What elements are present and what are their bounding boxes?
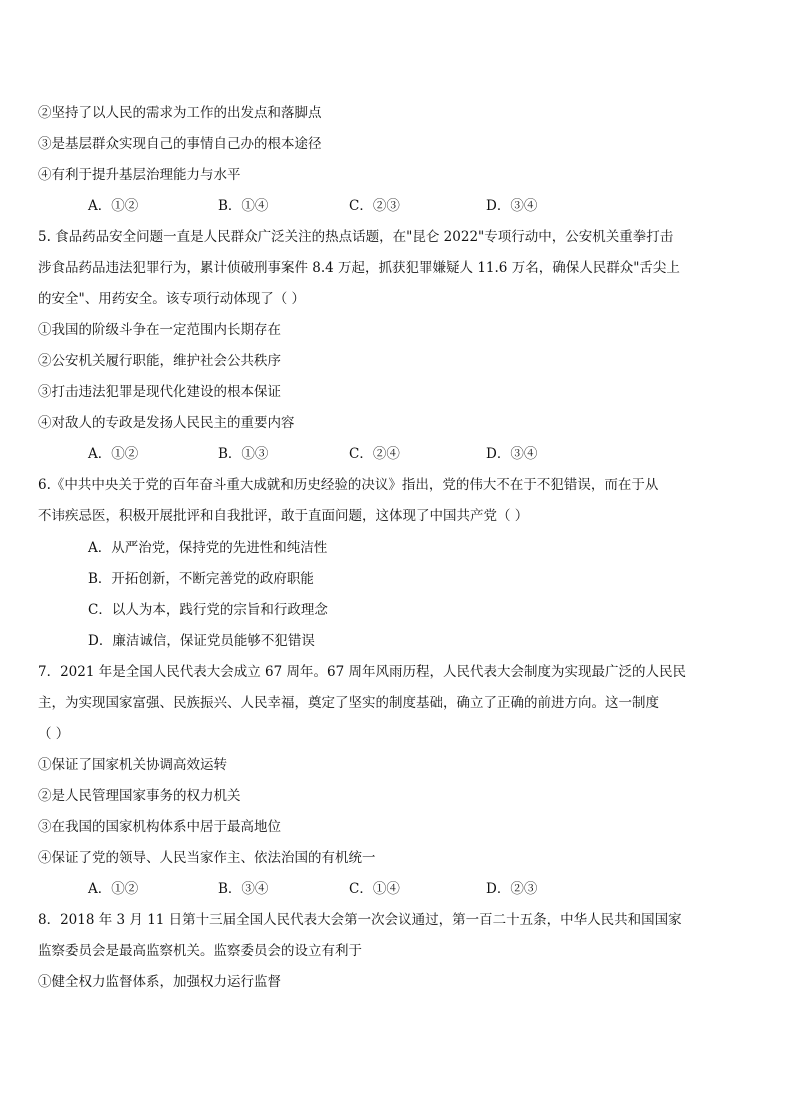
q7-stem-line-2: 主，为实现国家富强、民族振兴、人民幸福，奠定了坚实的制度基础，确立了正确的前进方向。这一制度 [38,695,659,711]
q6-option-b[interactable]: B．开拓创新，不断完善党的政府职能 [88,571,314,587]
q5-statement-1: ①我国的阶级斗争在一定范围内长期存在 [38,322,281,338]
q5-option-b[interactable]: B．①③ [218,446,269,462]
q5-statement-4: ④对敌人的专政是发扬人民民主的重要内容 [38,415,295,431]
q7-statement-2: ②是人民管理国家事务的权力机关 [38,788,241,804]
q6-stem-line-2: 不讳疾忌医，积极开展批评和自我批评，敢于直面问题，这体现了中国共产党（ ） [38,508,529,524]
q6-stem-line-1: 6.《中共中央关于党的百年奋斗重大成就和历史经验的决议》指出，党的伟大不在于不犯错误，而在于从 [38,477,659,493]
q7-statement-3: ③在我国的国家机构体系中居于最高地位 [38,819,281,835]
q4-option-a[interactable]: A．①② [88,198,139,214]
q7-option-c[interactable]: C．①④ [349,881,400,897]
q6-option-c[interactable]: C．以人为本，践行党的宗旨和行政理念 [88,602,328,618]
q5-statement-3: ③打击违法犯罪是现代化建设的根本保证 [38,384,281,400]
q4-option-b[interactable]: B．①④ [218,198,269,214]
q5-statement-2: ②公安机关履行职能，维护社会公共秩序 [38,353,281,369]
q6-option-a[interactable]: A．从严治党，保持党的先进性和纯洁性 [88,540,328,556]
q7-stem-line-3: （ ） [38,726,70,742]
q7-statement-1: ①保证了国家机关协调高效运转 [38,757,227,773]
q5-option-c[interactable]: C．②④ [349,446,400,462]
q4-statement-2: ②坚持了以人民的需求为工作的出发点和落脚点 [38,105,322,121]
q5-option-d[interactable]: D．③④ [486,446,538,462]
q5-stem-line-2: 涉食品药品违法犯罪行为，累计侦破刑事案件 8.4 万起，抓获犯罪嫌疑人 11.6 万名，确保人民群众"舌尖上 [38,260,680,276]
q7-option-b[interactable]: B．③④ [218,881,269,897]
q7-option-a[interactable]: A．①② [88,881,139,897]
q5-stem-line-1: 5. 食品药品安全问题一直是人民群众广泛关注的热点话题，在"昆仑 2022"专项行动中，公安机关重拳打击 [38,229,674,245]
q8-stem-line-2: 监察委员会是最高监察机关。监察委员会的设立有利于 [38,943,362,959]
q7-option-d[interactable]: D．②③ [486,881,538,897]
q4-statement-3: ③是基层群众实现自己的事情自己办的根本途径 [38,136,322,152]
q5-stem-line-3: 的安全"、用药安全。该专项行动体现了（ ） [38,291,306,307]
q4-statement-4: ④有利于提升基层治理能力与水平 [38,167,241,183]
q4-option-d[interactable]: D．③④ [486,198,538,214]
q6-option-d[interactable]: D．廉洁诚信，保证党员能够不犯错误 [88,633,315,649]
q7-stem-line-1: 7．2021 年是全国人民代表大会成立 67 周年。67 周年风雨历程，人民代表大会制度为实现最广泛的人民民 [38,664,686,680]
q7-statement-4: ④保证了党的领导、人民当家作主、依法治国的有机统一 [38,850,376,866]
q4-option-c[interactable]: C．②③ [349,198,400,214]
q5-option-a[interactable]: A．①② [88,446,139,462]
q8-stem-line-1: 8．2018 年 3 月 11 日第十三届全国人民代表大会第一次会议通过，第一百二十五条，中华人民共和国国家 [38,912,682,928]
q8-statement-1: ①健全权力监督体系，加强权力运行监督 [38,974,281,990]
